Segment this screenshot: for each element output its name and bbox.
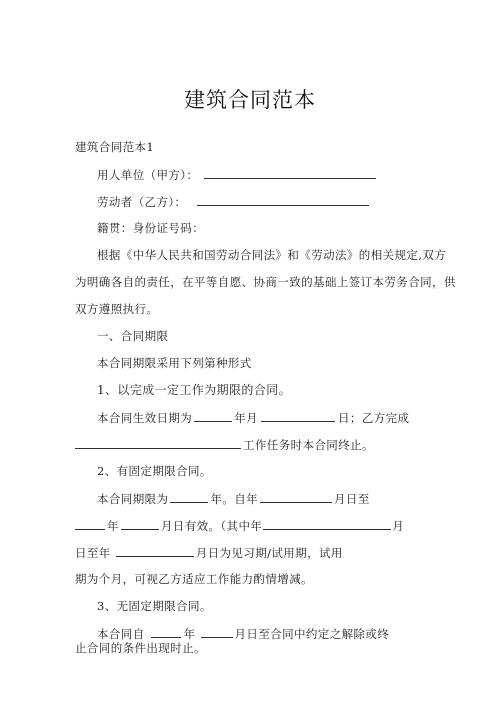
party-b-blank [197, 194, 369, 206]
contract-heading: 建筑合同范本1 [75, 140, 155, 154]
blank-field [263, 518, 391, 530]
party-a-label: 用人单位（甲方）： [97, 168, 199, 182]
party-b-label: 劳动者（乙方）： [97, 195, 187, 209]
party-a-blank [204, 167, 376, 179]
item-heading: 1、以完成一定工作为期限的合同。 [97, 383, 292, 397]
paragraph-line: 为明确各自的责任，在平等自愿、协商一致的基础上签订本劳务合同，供 [75, 275, 456, 289]
item-heading: 2、有固定期限合同。 [97, 464, 212, 478]
item1-line-b [75, 437, 374, 452]
blank-field [75, 518, 105, 530]
item-heading: 3、无固定期限合同。 [97, 599, 212, 613]
text-fragment: 月日至 [334, 492, 370, 506]
blank-field [121, 518, 159, 530]
text-fragment: 本合同自 [97, 627, 145, 641]
id-line: 籍贯：身份证号码： [97, 221, 205, 235]
text-fragment: 日；乙方完成 [338, 411, 410, 425]
text-fragment: 年。自年 [210, 492, 259, 506]
page-title: 建筑合同范本 [184, 88, 316, 112]
text-fragment: 日至年 [75, 546, 111, 560]
text-fragment: 本合同生效日期为 [97, 411, 193, 425]
item2-line-c [75, 545, 343, 560]
blank-field [151, 626, 181, 638]
text-fragment: 月日至合同中约定之解除或终 [234, 627, 390, 641]
text-fragment: 本合同期限为 [97, 492, 169, 506]
text-fragment: 月日为见习期/试用期，试用 [195, 546, 343, 560]
item2-line-d: 期为个月，可视乙方适应工作能力酌情增减。 [75, 572, 313, 586]
blank-field [75, 437, 241, 449]
text-fragment: 月 [392, 519, 405, 533]
party-b-line [97, 194, 369, 209]
item3-line-b: 止合同的条件出现时止。 [75, 641, 206, 655]
text-fragment: 工作任务时本合同终止。 [243, 438, 374, 452]
blank-field [260, 491, 332, 503]
section-intro: 本合同期限采用下列第种形式 [97, 356, 252, 370]
party-a-line [97, 167, 376, 182]
item1-line-a [97, 410, 409, 425]
text-fragment: 年月 [234, 411, 259, 425]
blank-field [116, 545, 194, 557]
paragraph-line: 双方遵照执行。 [75, 302, 159, 316]
text-fragment: 月日有效。（其中年 [160, 519, 263, 533]
item2-line-b [75, 518, 404, 533]
blank-field [261, 410, 335, 422]
paragraph-line: 根据《中华人民共和国劳动合同法》和《劳动法》的相关规定,双方 [97, 248, 447, 262]
text-fragment: 年 [107, 519, 119, 533]
blank-field [170, 491, 208, 503]
item2-line-a [97, 491, 370, 506]
blank-field [194, 410, 232, 422]
item3-line-a [97, 626, 389, 641]
text-fragment: 年 [183, 627, 196, 641]
section-heading: 一、合同期限 [97, 329, 169, 343]
blank-field [201, 626, 233, 638]
